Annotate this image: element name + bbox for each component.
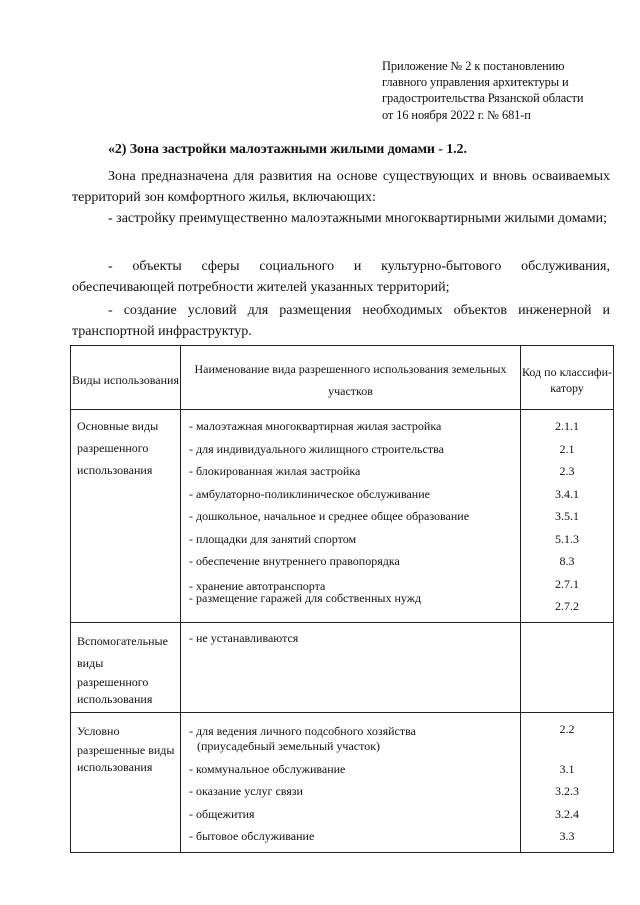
conditional-category-label (71, 712, 181, 852)
main-uses (181, 410, 521, 623)
paragraph-social (72, 256, 610, 298)
use-item: - бытовое обслуживание (189, 829, 315, 843)
annex-note (382, 58, 622, 123)
use-code: 2.1.1 (555, 419, 579, 433)
use-item-line: - для ведения личного подсобного хозяйства (189, 723, 416, 738)
main-category-label: Основные виды разрешенного использования (71, 410, 181, 623)
use-item (189, 718, 516, 758)
paragraph-text: - объекты сферы социального и культурно-бытового обслуживания, обеспечивающей потребности жителей указанных территорий; (72, 259, 610, 295)
use-code: 2.1 (559, 441, 575, 456)
category-line: Вспомогательные (77, 633, 168, 648)
use-item: - дошкольное, начальное и среднее общее образование (189, 509, 470, 523)
annex-line: от 16 ноября 2022 г. № 681-п (382, 107, 531, 122)
annex-line: главного управления архитектуры и (382, 75, 569, 90)
use-code: 3.2.3 (555, 784, 579, 798)
use-item: - площадки для занятий спортом (189, 531, 357, 546)
header-code: Код по классифи-катору (521, 346, 614, 410)
use-code: 2.3 (559, 464, 575, 478)
table-row-main (71, 410, 614, 623)
category-line: Условно (77, 723, 120, 738)
use-code: 3.2.4 (555, 806, 579, 821)
use-item: - малоэтажная многоквартирная жилая застройка (189, 419, 442, 433)
use-item: - амбулаторно-поликлиническое обслуживание (189, 486, 430, 501)
use-item: - не устанавливаются (189, 630, 299, 645)
use-code: 2.7.1 (555, 576, 579, 591)
auxiliary-category-label (71, 622, 181, 712)
category-line: разрешенные виды использования (77, 742, 175, 774)
use-item: - хранение автотранспорта (189, 578, 326, 593)
use-item: - общежития (189, 806, 255, 821)
use-code: 3.4.1 (555, 486, 579, 501)
paragraph-intro (72, 166, 610, 208)
header-types: Виды использования (71, 346, 181, 410)
use-code: 8.3 (559, 554, 575, 568)
use-code: 2.7.2 (555, 599, 579, 613)
header-name: Наименование вида разрешенного использования земельных участков (181, 346, 521, 410)
use-item-subline: (приусадебный земельный участок) (197, 738, 381, 753)
category-line: разрешенного использования (77, 674, 153, 706)
table-header-row (71, 346, 614, 410)
table-row-auxiliary (71, 622, 614, 712)
zone-title: «2) Зона застройки малоэтажными жилыми домами - 1.2. (108, 142, 467, 157)
land-use-table (70, 345, 613, 853)
annex-line: Приложение № 2 к постановлению (382, 59, 565, 73)
paragraph-text: - застройку преимущественно малоэтажными многоквартирными жилыми домами; (108, 211, 608, 226)
annex-line: градостроительства Рязанской области (382, 91, 584, 106)
use-item: - оказание услуг связи (189, 784, 303, 798)
use-code: 3.1 (559, 761, 575, 776)
use-item: - размещение гаражей для собственных нужд (189, 590, 422, 605)
use-code: 5.1.3 (555, 531, 579, 546)
paragraph-text: - создание условий для размещения необходимых объектов инженерной и транспортной инфраструктур. (72, 303, 610, 339)
main-codes (521, 410, 614, 623)
paragraph-lowrise (72, 208, 610, 229)
use-item: - блокированная жилая застройка (189, 464, 361, 478)
paragraph-infrastructure (72, 300, 610, 342)
conditional-uses (181, 712, 521, 852)
use-item: - коммунальное обслуживание (189, 761, 346, 776)
conditional-codes (521, 712, 614, 852)
auxiliary-codes (521, 622, 614, 712)
use-code: 2.2 (559, 721, 575, 736)
auxiliary-uses (181, 622, 521, 712)
category-line: виды (77, 655, 104, 670)
table-row-conditional (71, 712, 614, 852)
use-code: 3.3 (559, 829, 575, 843)
use-code: 3.5.1 (555, 509, 579, 523)
use-item: - обеспечение внутреннего правопорядка (189, 554, 400, 568)
use-item: - для индивидуального жилищного строительства (189, 441, 444, 456)
paragraph-text: Зона предназначена для развития на основе существующих и вновь осваиваемых территорий зон комфортного жилья, включающих: (72, 169, 610, 205)
